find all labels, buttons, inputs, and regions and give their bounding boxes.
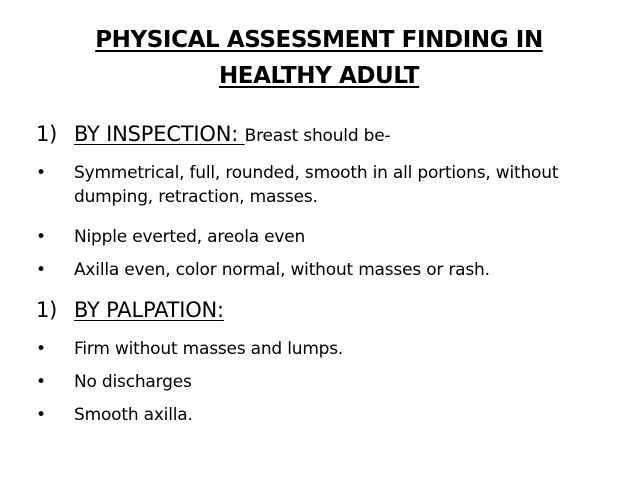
section-heading-label: BY PALPATION: <box>74 298 224 322</box>
bullet-symbol: • <box>36 339 46 359</box>
bullet-symbol: • <box>36 260 46 280</box>
section-heading-label: BY INSPECTION: <box>74 122 245 146</box>
section-number: 1) <box>36 122 58 146</box>
bullet-symbol: • <box>36 405 46 425</box>
bullet-text: Smooth axilla. <box>74 405 193 425</box>
bullet-text: Nipple everted, areola even <box>74 227 306 247</box>
title-line-1: PHYSICAL ASSESSMENT FINDING IN <box>95 27 543 53</box>
bullet-symbol: • <box>36 163 46 183</box>
section-heading-inspection <box>36 121 390 149</box>
bullet-item <box>36 225 606 249</box>
section-heading-palpation <box>36 297 224 325</box>
bullet-item <box>36 337 606 361</box>
bullet-item <box>36 161 606 209</box>
bullet-item <box>36 370 606 394</box>
bullet-text: Axilla even, color normal, without masses or rash. <box>74 260 490 280</box>
bullet-text: No discharges <box>74 372 192 392</box>
slide-title <box>40 22 598 94</box>
title-line-2: HEALTHY ADULT <box>218 63 420 89</box>
bullet-symbol: • <box>36 372 46 392</box>
section-heading-tail: Breast should be- <box>244 126 391 146</box>
bullet-text: Symmetrical, full, rounded, smooth in all portions, without dumping, retraction, masses. <box>74 163 559 207</box>
bullet-symbol: • <box>36 227 46 247</box>
bullet-item <box>36 258 606 282</box>
bullet-item <box>36 403 606 427</box>
bullet-text: Firm without masses and lumps. <box>74 339 344 359</box>
section-number: 1) <box>36 298 58 322</box>
